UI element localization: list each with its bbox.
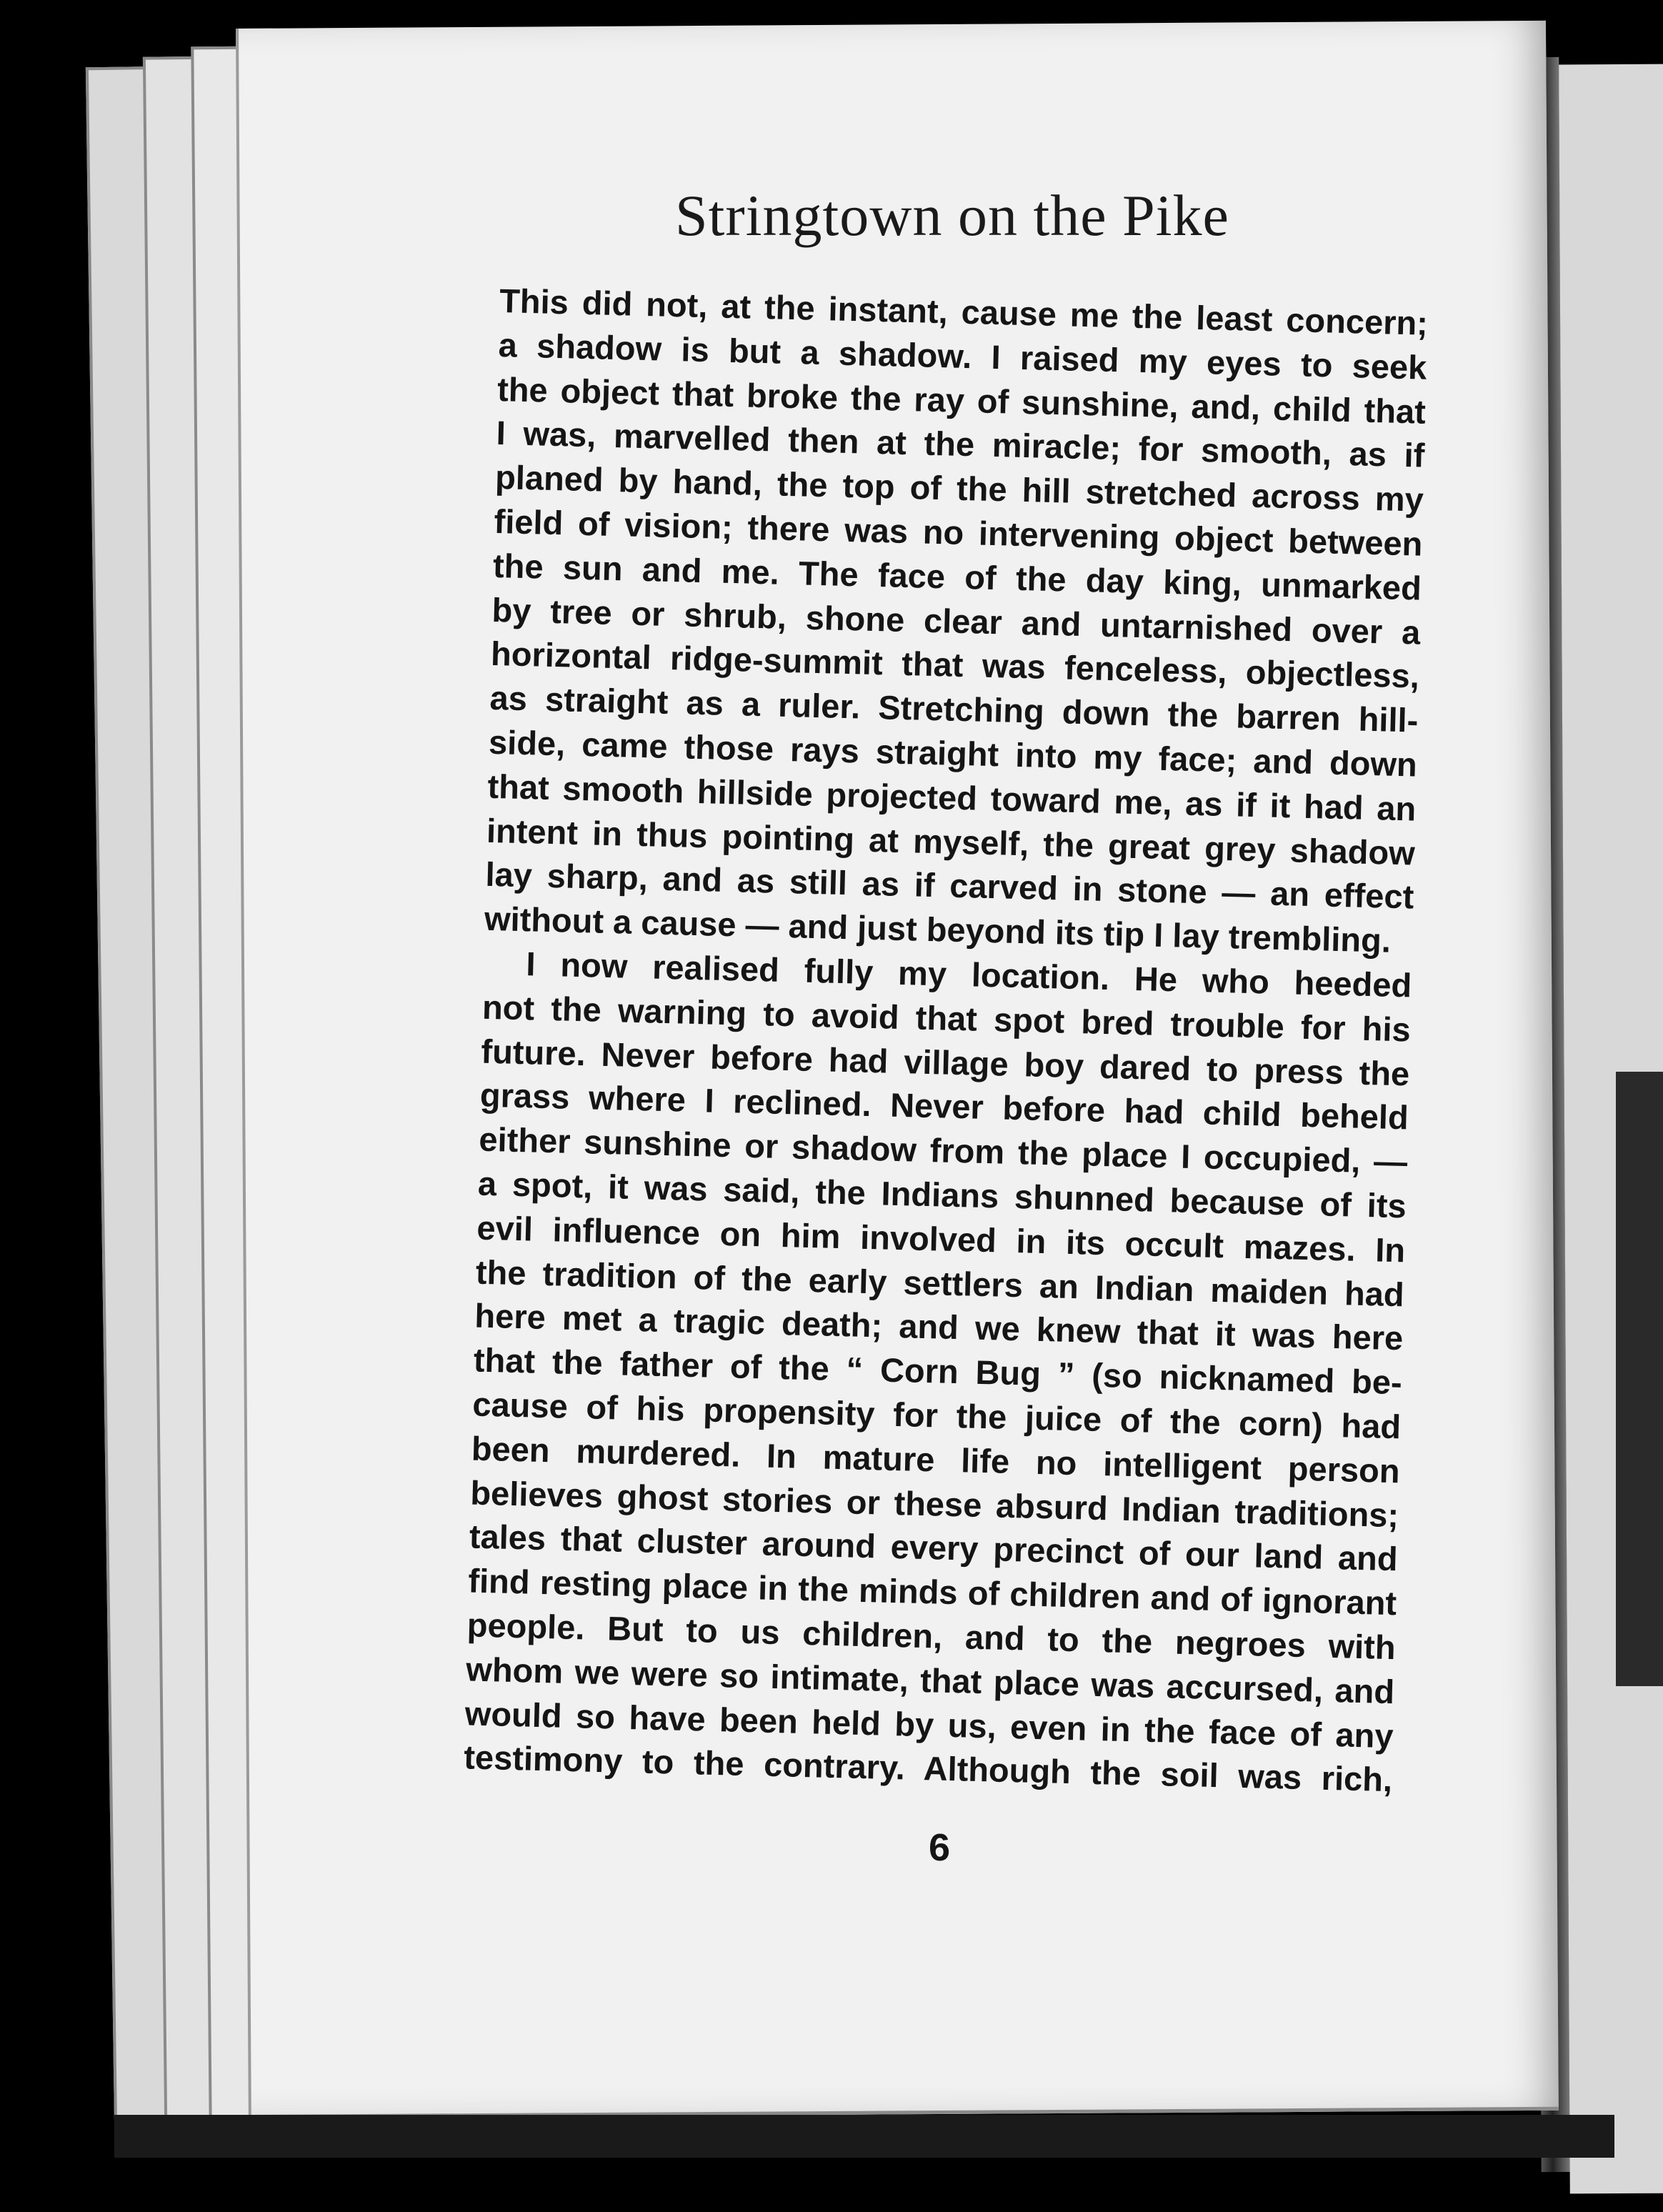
text-line: would so have been held by us, even in the face of any: [464, 1693, 1394, 1755]
text-line: not the warning to avoid that spot bred trouble for his: [481, 987, 1412, 1049]
bottom-shadow: [114, 2115, 1614, 2158]
text-line: future. Never before had village boy dared to press the: [480, 1032, 1410, 1092]
text-line: testimony to the contrary. Although the soil was rich,: [463, 1738, 1393, 1799]
page-number: 6: [929, 1826, 951, 1869]
text-line: intent in thus pointing at myself, the great grey shadow: [486, 811, 1416, 872]
text-line: tales that cluster around every precinct of our land and: [469, 1517, 1399, 1578]
text-line: This did not, at the instant, cause me the least concern;: [499, 281, 1429, 342]
text-line: grass where I reclined. Never before had child beheld: [479, 1076, 1409, 1137]
body-text: [464, 279, 1429, 1802]
text-line: the tradition of the early settlers an Indian maiden had: [475, 1252, 1405, 1313]
text-line: evil influence on him involved in its occult mazes. In: [476, 1208, 1406, 1270]
text-line: a spot, it was said, the Indians shunned because of its: [477, 1164, 1407, 1225]
text-line: I was, marvelled then at the miracle; for smooth, as if: [496, 414, 1425, 475]
text-line: field of vision; there was no intervening object between: [494, 502, 1423, 563]
text-line: here met a tragic death; and we knew that it was here: [474, 1296, 1404, 1357]
text-line: lay sharp, and as still as if carved in stone — an effect: [484, 855, 1414, 916]
text-line: a shadow is but a shadow. I raised my eyes to seek: [498, 325, 1428, 387]
running-head: Stringtown on the Pike: [675, 183, 1229, 248]
text-line: without a cause — and just beyond its tip I lay trembling.: [484, 899, 1392, 960]
text-line: horizontal ridge-summit that was fenceless, objectless,: [490, 634, 1420, 695]
text-line: the sun and me. The face of the day king, unmarked: [492, 546, 1422, 607]
text-line: whom we were so intimate, that place was accursed, and: [465, 1650, 1395, 1710]
text-line: side, came those rays straight into my face; and down: [488, 722, 1418, 784]
text-line: as straight as a ruler. Stretching down the barren hill-: [489, 679, 1419, 739]
text-line: either sunshine or shadow from the place I occupied, —: [478, 1120, 1408, 1181]
text-line: find resting place in the minds of children and of ignorant: [467, 1561, 1397, 1623]
facing-page-shadow: [1616, 1072, 1663, 1686]
text-line: I now realised fully my location. He who heeded: [525, 945, 1412, 1005]
text-line: the object that broke the ray of sunshine, and, child that: [496, 369, 1427, 431]
text-line: that smooth hillside projected toward me, as if it had an: [486, 767, 1417, 828]
text-line: that the father of the “ Corn Bug ” (so nicknamed be-: [473, 1340, 1403, 1402]
text-line: cause of his propensity for the juice of the corn) had: [471, 1385, 1402, 1446]
text-line: been murdered. In mature life no intelligent person: [471, 1429, 1401, 1490]
text-line: people. But to us children, and to the negroes with: [466, 1605, 1397, 1667]
text-line: planed by hand, the top of the hill stretched across my: [494, 458, 1424, 519]
text-line: believes ghost stories or these absurd Indian traditions;: [469, 1473, 1399, 1534]
text-line: by tree or shrub, shone clear and untarnished over a: [491, 590, 1421, 652]
